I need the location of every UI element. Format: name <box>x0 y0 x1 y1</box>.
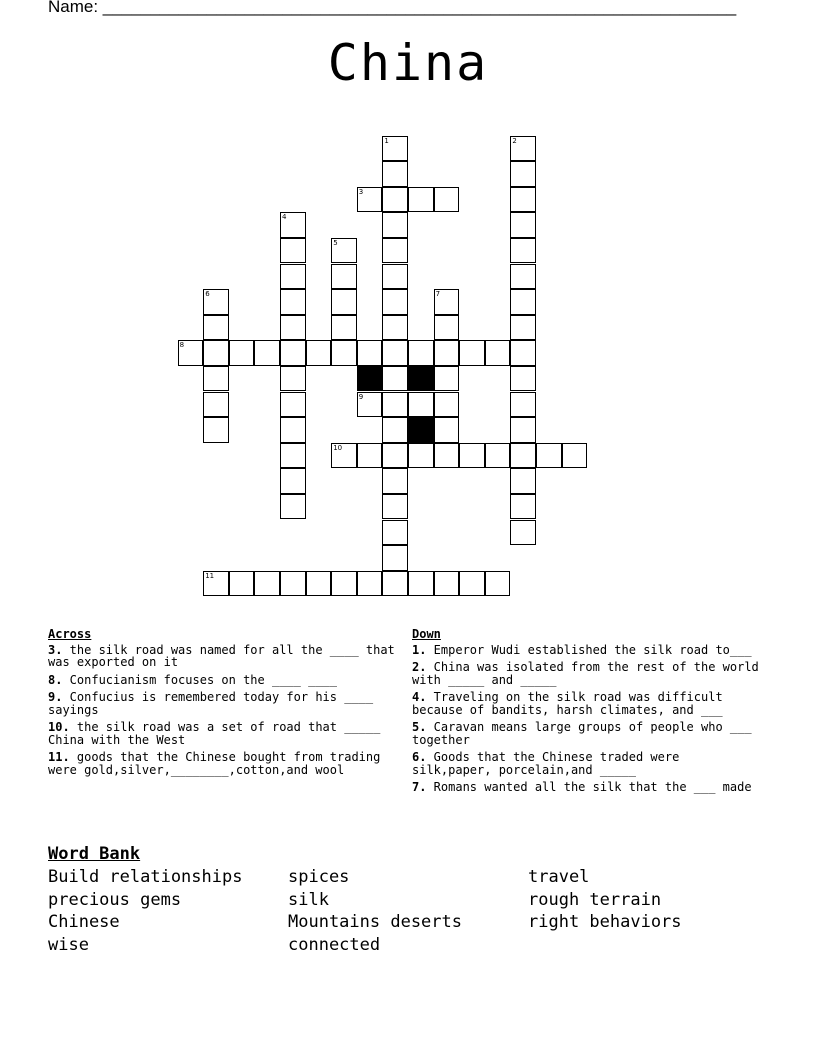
word-bank-title: Word Bank <box>48 844 141 864</box>
clue-number: 6. <box>412 750 427 764</box>
word-bank <box>48 866 768 957</box>
grid-cell[interactable] <box>357 443 383 469</box>
word-bank-item: precious gems <box>48 889 182 910</box>
clue-number: 9. <box>48 690 63 704</box>
grid-cell[interactable] <box>382 366 408 392</box>
clue-number: 8. <box>48 672 63 687</box>
down-clue <box>412 661 764 686</box>
grid-cell[interactable] <box>203 340 229 366</box>
grid-cell[interactable] <box>280 315 306 341</box>
across-clue <box>48 644 404 669</box>
word-bank-item: silk <box>288 889 329 910</box>
word-bank-item: rough terrain <box>528 889 662 910</box>
grid-cell[interactable] <box>331 289 357 315</box>
grid-cell[interactable] <box>382 212 408 238</box>
clue-number: 11 <box>205 571 215 580</box>
grid-cell[interactable] <box>280 392 306 418</box>
grid-cell[interactable] <box>408 571 434 597</box>
down-clue <box>412 751 764 776</box>
clue-number: 3. <box>48 642 63 657</box>
grid-cell[interactable] <box>510 520 536 546</box>
grid-cell[interactable] <box>331 238 357 264</box>
clue-text: Confucius is remembered today for his ____ sayings <box>48 690 374 717</box>
grid-cell[interactable] <box>434 187 460 213</box>
grid-cell[interactable] <box>382 161 408 187</box>
clue-number: 5. <box>412 720 427 734</box>
grid-cell[interactable] <box>382 520 408 546</box>
down-heading: Down <box>412 627 441 641</box>
grid-cell[interactable] <box>254 340 280 366</box>
clue-number: 10. <box>48 720 70 734</box>
clue-text: Romans wanted all the silk that the ___ made <box>426 780 752 794</box>
grid-cell[interactable] <box>280 212 306 238</box>
down-clue <box>412 721 764 746</box>
grid-cell[interactable] <box>510 161 536 187</box>
grid-cell[interactable] <box>510 264 536 290</box>
grid-cell[interactable] <box>408 187 434 213</box>
grid-cell[interactable] <box>382 468 408 494</box>
grid-cell[interactable] <box>510 136 536 162</box>
grid-cell[interactable] <box>203 366 229 392</box>
grid-cell[interactable] <box>536 443 562 469</box>
grid-cell[interactable] <box>434 571 460 597</box>
word-bank-item: Mountains deserts <box>288 912 462 933</box>
grid-cell[interactable] <box>485 340 511 366</box>
grid-cell[interactable] <box>280 238 306 264</box>
grid-cell[interactable] <box>331 340 357 366</box>
clue-number: 2 <box>512 136 517 145</box>
grid-cell[interactable] <box>382 417 408 443</box>
grid-cell[interactable] <box>510 212 536 238</box>
grid-cell[interactable] <box>382 392 408 418</box>
clue-text: Traveling on the silk road was difficult because of bandits, harsh climates, and ___ <box>412 690 723 717</box>
clue-number: 4. <box>412 690 427 704</box>
grid-cell[interactable] <box>331 571 357 597</box>
grid-cell[interactable] <box>434 366 460 392</box>
clue-number: 1. <box>412 642 427 657</box>
grid-block <box>408 366 434 392</box>
grid-cell[interactable] <box>178 340 204 366</box>
clue-text: Confucianism focuses on the ____ ____ <box>62 672 337 687</box>
grid-cell[interactable] <box>331 443 357 469</box>
across-clue <box>48 751 404 776</box>
grid-cell[interactable] <box>485 571 511 597</box>
down-clues <box>412 628 764 799</box>
grid-block <box>408 417 434 443</box>
grid-cell[interactable] <box>306 571 332 597</box>
grid-cell[interactable] <box>510 468 536 494</box>
grid-cell[interactable] <box>382 315 408 341</box>
grid-cell[interactable] <box>280 289 306 315</box>
grid-cell[interactable] <box>459 340 485 366</box>
clue-number: 3 <box>358 187 364 196</box>
clue-text: goods that the Chinese bought from trading were gold,silver,________,cotton,and wool <box>48 750 381 777</box>
clue-number: 4 <box>282 213 287 222</box>
down-clue <box>412 644 764 657</box>
across-clue <box>48 691 404 716</box>
word-bank-item: connected <box>288 935 381 956</box>
word-bank-item: Chinese <box>48 912 120 933</box>
grid-cell[interactable] <box>485 443 511 469</box>
grid-cell[interactable] <box>280 443 306 469</box>
grid-cell[interactable] <box>203 571 229 597</box>
word-bank-item: spices <box>288 867 350 887</box>
grid-cell[interactable] <box>562 443 588 469</box>
clue-text: Emperor Wudi established the silk road to___ <box>426 642 752 657</box>
name-field-label: Name: ___________________________________________________________________ <box>48 0 737 16</box>
grid-cell[interactable] <box>280 366 306 392</box>
clue-number: 11. <box>48 750 70 764</box>
word-bank-item: right behaviors <box>528 912 682 933</box>
grid-cell[interactable] <box>280 571 306 597</box>
grid-cell[interactable] <box>203 417 229 443</box>
clue-text: China was isolated from the rest of the world with _____ and _____ <box>412 660 759 687</box>
down-clue <box>412 691 764 716</box>
grid-cell[interactable] <box>382 238 408 264</box>
grid-cell[interactable] <box>510 366 536 392</box>
clue-number: 7. <box>412 780 427 794</box>
grid-cell[interactable] <box>254 571 280 597</box>
grid-cell[interactable] <box>331 315 357 341</box>
clue-text: Caravan means large groups of people who ___ together <box>412 720 752 747</box>
grid-cell[interactable] <box>382 187 408 213</box>
grid-cell[interactable] <box>203 289 229 315</box>
grid-cell[interactable] <box>382 340 408 366</box>
clue-number: 1 <box>384 136 389 145</box>
grid-cell[interactable] <box>357 571 383 597</box>
grid-cell[interactable] <box>280 340 306 366</box>
grid-cell[interactable] <box>510 315 536 341</box>
grid-cell[interactable] <box>408 392 434 418</box>
grid-cell[interactable] <box>510 443 536 469</box>
across-clue <box>48 721 404 746</box>
grid-cell[interactable] <box>382 289 408 315</box>
clue-number: 10 <box>333 443 343 452</box>
grid-cell[interactable] <box>280 494 306 520</box>
clue-number: 8 <box>179 341 185 350</box>
grid-cell[interactable] <box>382 264 408 290</box>
grid-cell[interactable] <box>434 289 460 315</box>
grid-cell[interactable] <box>229 571 255 597</box>
grid-cell[interactable] <box>306 340 332 366</box>
grid-cell[interactable] <box>510 340 536 366</box>
word-bank-item: travel <box>528 867 590 887</box>
clue-number: 9 <box>358 392 364 401</box>
clue-number: 7 <box>435 290 441 299</box>
down-clue <box>412 781 764 794</box>
grid-cell[interactable] <box>434 392 460 418</box>
clue-number: 2. <box>412 660 427 674</box>
clue-number: 5 <box>333 238 338 247</box>
grid-cell[interactable] <box>203 392 229 418</box>
grid-cell[interactable] <box>357 187 383 213</box>
grid-cell[interactable] <box>280 417 306 443</box>
grid-cell[interactable] <box>510 494 536 520</box>
grid-cell[interactable] <box>510 417 536 443</box>
grid-cell[interactable] <box>382 443 408 469</box>
across-clue <box>48 674 404 687</box>
grid-cell[interactable] <box>510 238 536 264</box>
grid-cell[interactable] <box>434 443 460 469</box>
clue-number: 6 <box>205 290 210 299</box>
grid-cell[interactable] <box>229 340 255 366</box>
grid-cell[interactable] <box>459 443 485 469</box>
grid-cell[interactable] <box>510 289 536 315</box>
grid-cell[interactable] <box>382 571 408 597</box>
word-bank-item: Build relationships <box>48 867 243 887</box>
across-heading: Across <box>48 627 92 641</box>
across-clues <box>48 628 404 781</box>
clue-text: the silk road was named for all the ____ that was exported on it <box>48 642 395 669</box>
grid-cell[interactable] <box>434 417 460 443</box>
grid-cell[interactable] <box>331 264 357 290</box>
page-title: China <box>327 34 489 92</box>
grid-cell[interactable] <box>280 264 306 290</box>
grid-cell[interactable] <box>357 340 383 366</box>
clue-text: Goods that the Chinese traded were silk,paper, porcelain,and _____ <box>412 750 680 777</box>
grid-cell[interactable] <box>382 545 408 571</box>
grid-cell[interactable] <box>510 187 536 213</box>
grid-cell[interactable] <box>203 315 229 341</box>
grid-cell[interactable] <box>434 315 460 341</box>
grid-cell[interactable] <box>382 136 408 162</box>
grid-cell[interactable] <box>459 571 485 597</box>
grid-cell[interactable] <box>434 340 460 366</box>
grid-cell[interactable] <box>382 494 408 520</box>
word-bank-item: wise <box>48 935 89 956</box>
grid-cell[interactable] <box>510 392 536 418</box>
grid-cell[interactable] <box>408 340 434 366</box>
grid-cell[interactable] <box>357 392 383 418</box>
grid-cell[interactable] <box>408 443 434 469</box>
clue-text: the silk road was a set of road that _____ China with the West <box>48 720 381 747</box>
grid-block <box>357 366 383 392</box>
grid-cell[interactable] <box>280 468 306 494</box>
